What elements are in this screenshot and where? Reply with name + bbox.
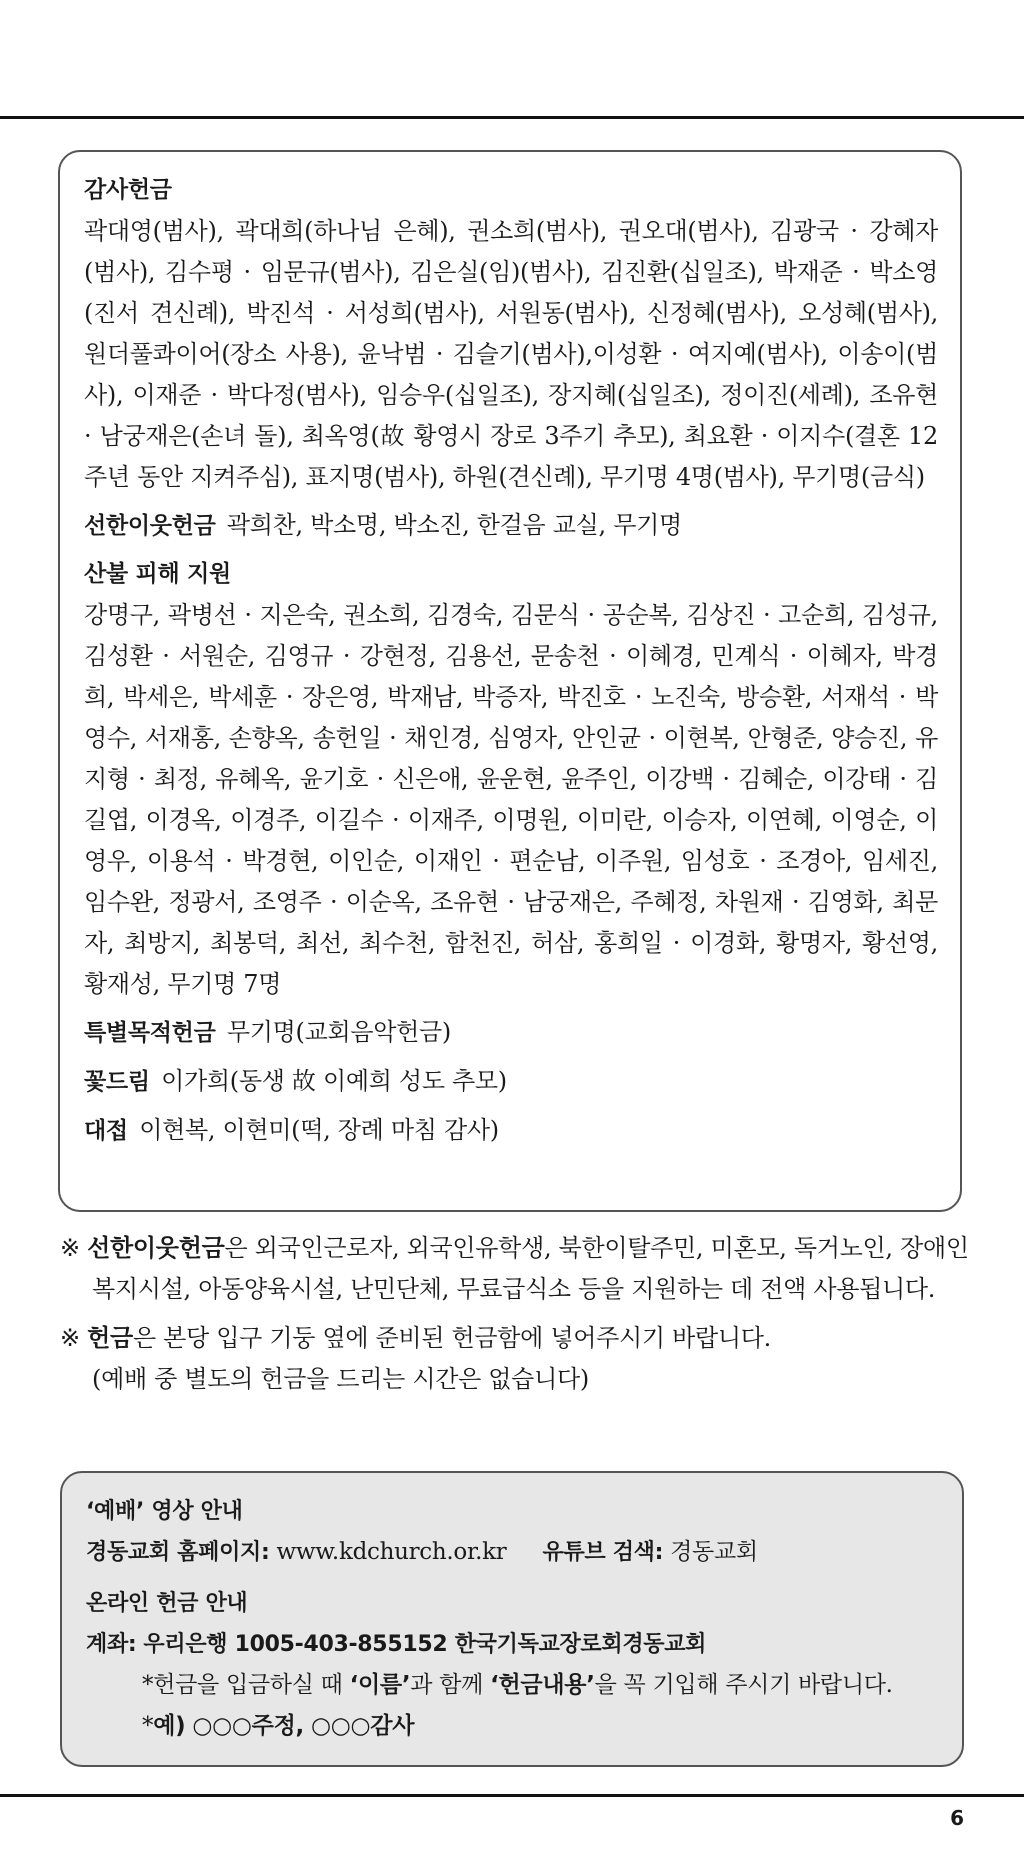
note-neighbor-offering [60,1228,980,1310]
note-offering-bold: 헌금 [87,1324,133,1352]
offering-list-box [58,150,962,1212]
notes [60,1228,980,1408]
example-label: 예) [153,1713,186,1739]
page-number: 6 [950,1806,964,1830]
homepage-label: 경동교회 홈페이지: [86,1540,270,1565]
homepage-url: www.kdchurch.or.kr [276,1539,507,1565]
note-offering-sub: (예배 중 별도의 헌금을 드리는 시간은 없습니다) [92,1365,589,1393]
video-info-line [86,1532,938,1573]
note-offering-text: 은 본당 입구 기둥 옆에 준비된 헌금함에 넣어주시기 바랍니다. [132,1324,771,1352]
info-box [60,1471,964,1767]
meal-title: 대접 [84,1118,128,1144]
note-neighbor-bold: 선한이웃헌금 [87,1234,225,1262]
flowers-title: 꽃드림 [84,1069,150,1095]
note-mark: ※ [60,1324,80,1352]
account-label: 계좌: [86,1632,137,1657]
instruction-content: ‘헌금내용’ [490,1672,595,1698]
thanks-offering-names: 곽대영(범사), 곽대희(하나님 은혜), 권소희(범사), 권오대(범사), 김광국 · 강혜자(범사), 김수평 · 임문규(범사), 김은실(임)(범사), 김진환(십일조), 박재준 · 박소영(진서 견신례), 박진석 · 서성희(범사), 서원동(범사), 신정혜(범사), 오성혜(범사), 원더풀콰이어(장소 사용), 윤낙범 · 김슬기(범사),이성환 · 여지예(범사), 이송이(범사), 이재준 · 박다정(범사), 임승우(십일조), 장지혜(십일조), 정이진(세례), 조유현 · 남궁재은(손녀 돌), 최옥영(故 황영시 장로 3주기 추모), 최요환 · 이지수(결혼 12주년 동안 지켜주심), 표지명(범사), 하원(견신례), 무기명 4명(범사), 무기명(금식) [84,217,938,491]
example-prefix: * [142,1713,154,1739]
wildfire-support-section [84,554,938,1005]
wildfire-support-names: 강명구, 곽병선 · 지은숙, 권소희, 김경숙, 김문식 · 공순복, 김상진 · 고순희, 김성규, 김성환 · 서원순, 김영규 · 강현정, 김용선, 문송천 · 이혜경, 민계식 · 이혜자, 박경희, 박세은, 박세훈 · 장은영, 박재남, 박증자, 박진호 · 노진숙, 방승환, 서재석 · 박영수, 서재홍, 손향옥, 송헌일 · 채인경, 심영자, 안인균 · 이현복, 안형준, 양승진, 유지형 · 최정, 유혜옥, 윤기호 · 신은애, 윤운현, 윤주인, 이강백 · 김혜순, 이강태 · 김길엽, 이경옥, 이경주, 이길수 · 이재주, 이명원, 이미란, 이승자, 이연혜, 이영순, 이영우, 이용석 · 박경현, 이인순, 이재인 · 편순남, 이주원, 임성호 · 조경아, 임세진, 임수완, 정광서, 조영주 · 이순옥, 조유현 · 남궁재은, 주혜정, 차원재 · 김영화, 최문자, 최방지, 최봉덕, 최선, 최수천, 함천진, 허삼, 홍희일 · 이경화, 황명자, 황선영, 황재성, 무기명 7명 [84,601,938,998]
wildfire-support-title: 산불 피해 지원 [84,561,231,587]
example-circles: ○○○ [310,1713,371,1739]
thanks-offering-section [84,170,938,498]
top-rule [0,116,1024,119]
meal-section [84,1110,938,1152]
youtube-label: 유튜브 검색: [542,1540,664,1565]
neighbor-offering-title: 선한이웃헌금 [84,513,216,539]
bottom-rule [0,1794,1024,1797]
neighbor-offering-names: 곽희찬, 박소명, 박소진, 한걸음 교실, 무기명 [226,511,682,539]
instruction-name: ‘이름’ [349,1672,411,1698]
deposit-example [86,1706,938,1747]
instruction-text: *헌금을 입금하실 때 [142,1672,350,1698]
deposit-instruction [86,1665,938,1706]
youtube-value: 경동교회 [670,1539,758,1565]
special-offering-names: 무기명(교회음악헌금) [226,1018,451,1046]
instruction-text: 과 함께 [410,1672,491,1698]
instruction-text: 을 꼭 기입해 주시기 바랍니다. [594,1672,893,1698]
example-b: 감사 [370,1713,415,1739]
flowers-section [84,1061,938,1103]
special-offering-section [84,1012,938,1054]
thanks-offering-title: 감사헌금 [84,177,172,203]
neighbor-offering-section [84,505,938,547]
account-value: 우리은행 1005-403-855152 한국기독교장로회경동교회 [143,1632,707,1657]
example-a: 주정, [251,1713,304,1739]
example-circles: ○○○ [185,1713,252,1739]
meal-names: 이현복, 이현미(떡, 장례 마침 감사) [139,1116,499,1144]
special-offering-title: 특별목적헌금 [84,1020,216,1046]
video-info-title: ‘예배’ 영상 안내 [86,1499,243,1524]
account-line [86,1624,938,1665]
online-offering-title: 온라인 헌금 안내 [86,1591,248,1616]
note-offering-box [60,1318,980,1400]
flowers-names: 이가희(동생 故 이예희 성도 추모) [161,1067,507,1095]
note-neighbor-text: 은 외국인근로자, 외국인유학생, 북한이탈주민, 미혼모, 독거노인, 장애인 복지시설, 아동양육시설, 난민단체, 무료급식소 등을 지원하는 데 전액 사용됩니다. [92,1234,969,1303]
note-mark: ※ [60,1234,80,1262]
